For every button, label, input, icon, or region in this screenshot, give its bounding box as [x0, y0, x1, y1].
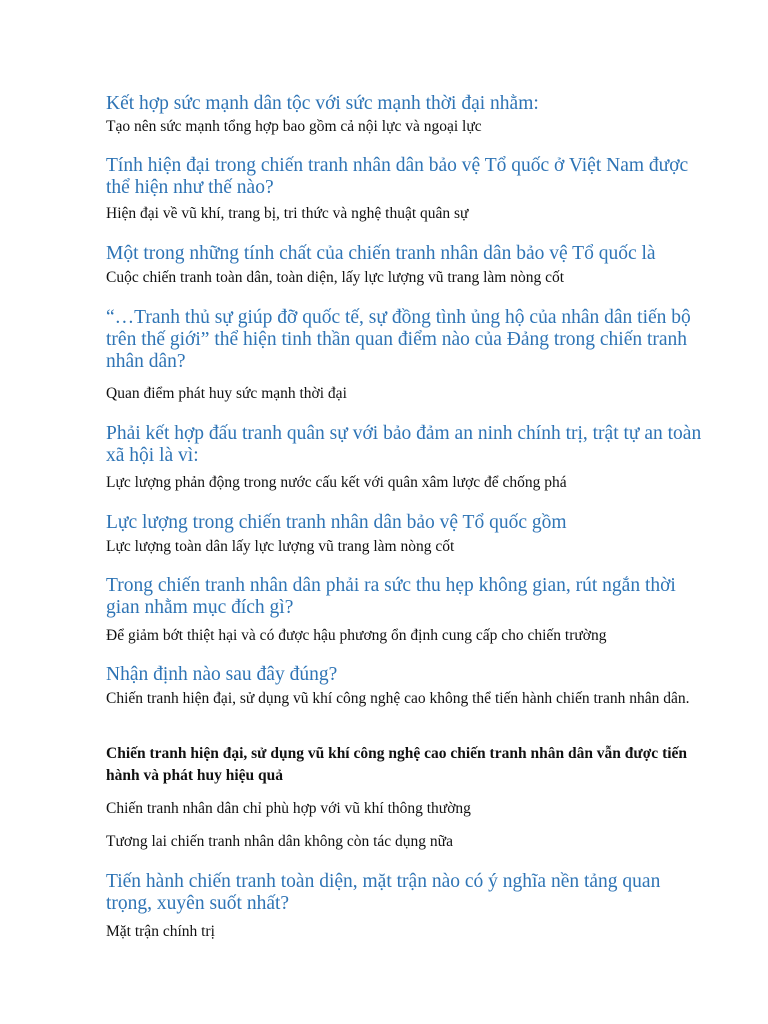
question-9: Tiến hành chiến tranh toàn diện, mặt trận nào có ý nghĩa nền tảng quan trọng, xuyên suốt nhất?: [106, 871, 661, 914]
answer-7: Để giảm bớt thiệt hại và có được hậu phương ổn định cung cấp cho chiến trường: [106, 627, 607, 644]
answer-2: Hiện đại về vũ khí, trang bị, tri thức và nghệ thuật quân sự: [106, 205, 469, 222]
answer-8-option-4: Tương lai chiến tranh nhân dân không còn tác dụng nữa: [106, 833, 453, 850]
question-5: Phải kết hợp đấu tranh quân sự với bảo đảm an ninh chính trị, trật tự an toàn xã hội là vì:: [106, 423, 702, 466]
question-2: Tính hiện đại trong chiến tranh nhân dân bảo vệ Tổ quốc ở Việt Nam được thể hiện như thế nào?: [106, 155, 689, 198]
question-7: Trong chiến tranh nhân dân phải ra sức thu hẹp không gian, rút ngắn thời gian nhằm mục đích gì?: [106, 575, 676, 618]
answer-5: Lực lượng phản động trong nước cấu kết với quân xâm lược để chống phá: [106, 474, 567, 491]
answer-8-option-2: Chiến tranh hiện đại, sử dụng vũ khí công nghệ cao chiến tranh nhân dân vẫn được tiến hành và phát huy hiệu quả: [106, 745, 688, 784]
answer-8-option-1: Chiến tranh hiện đại, sử dụng vũ khí công nghệ cao không thể tiến hành chiến tranh nhân dân.: [106, 690, 690, 707]
answer-9: Mặt trận chính trị: [106, 923, 215, 940]
question-6: Lực lượng trong chiến tranh nhân dân bảo vệ Tổ quốc gồm: [106, 512, 567, 533]
answer-8-option-3: Chiến tranh nhân dân chỉ phù hợp với vũ khí thông thường: [106, 800, 471, 817]
question-3: Một trong những tính chất của chiến tranh nhân dân bảo vệ Tổ quốc là: [106, 243, 656, 264]
answer-6: Lực lượng toàn dân lấy lực lượng vũ trang làm nòng cốt: [106, 538, 455, 555]
question-1: Kết hợp sức mạnh dân tộc với sức mạnh thời đại nhằm:: [106, 93, 539, 114]
answer-3: Cuộc chiến tranh toàn dân, toàn diện, lấy lực lượng vũ trang làm nòng cốt: [106, 269, 565, 286]
answer-1: Tạo nên sức mạnh tổng hợp bao gồm cả nội lực và ngoại lực: [106, 118, 482, 135]
question-8: Nhận định nào sau đây đúng?: [106, 664, 338, 685]
question-4: “…Tranh thủ sự giúp đỡ quốc tế, sự đồng tình ủng hộ của nhân dân tiến bộ trên thế giới” thể hiện tinh thần quan điểm nào của Đảng trong chiến tranh nhân dân?: [106, 307, 691, 372]
answer-4: Quan điểm phát huy sức mạnh thời đại: [106, 385, 347, 402]
